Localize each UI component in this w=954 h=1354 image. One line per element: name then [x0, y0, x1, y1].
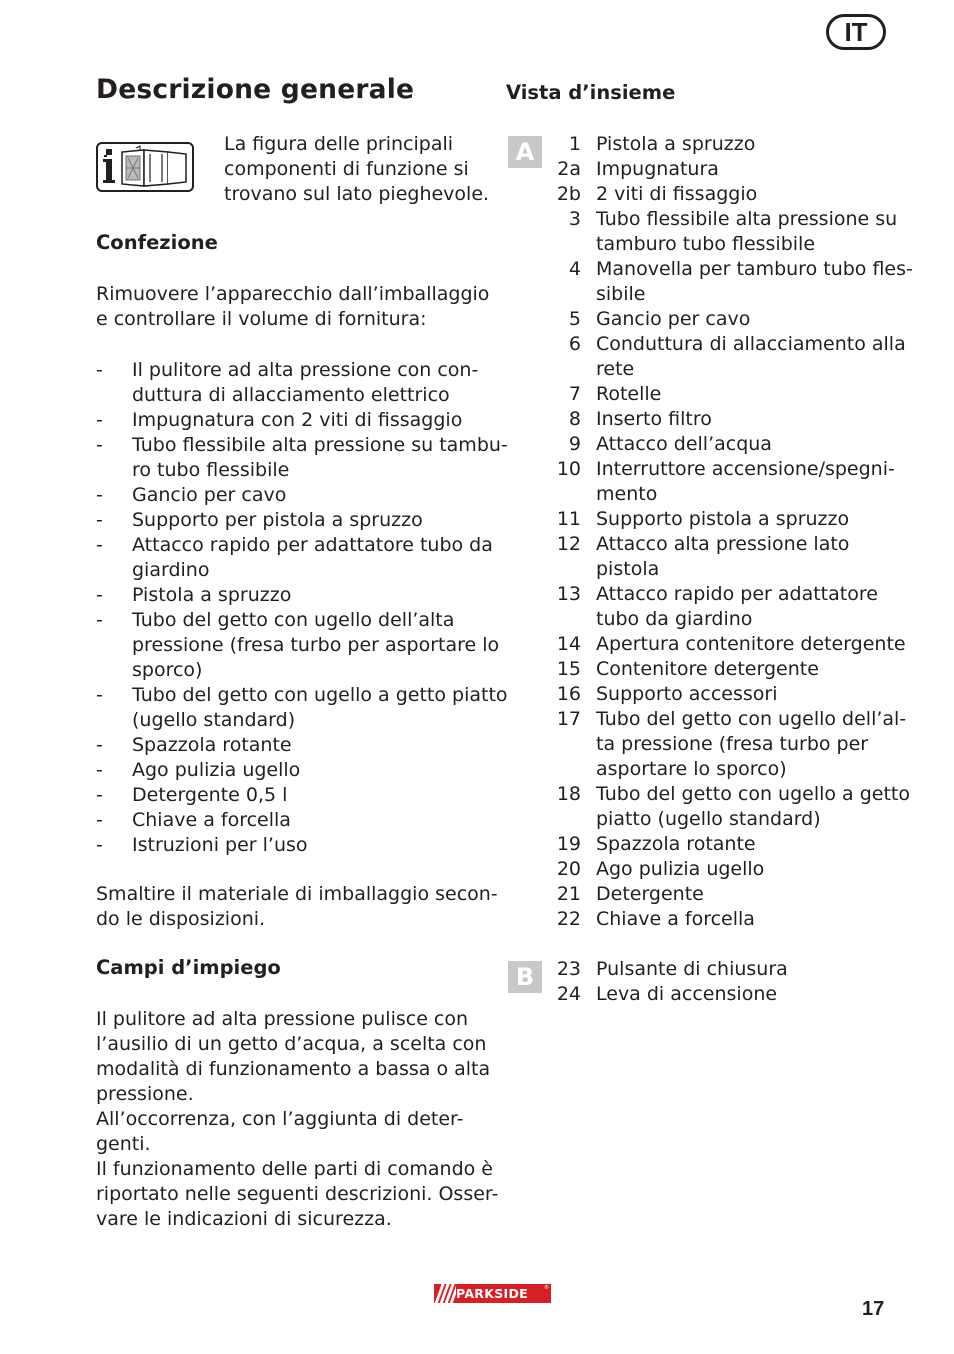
list-item: - Tubo del getto con ugello dell’alta pressione (fresa turbo per asportare lo sporco): [96, 609, 500, 681]
usage-text: Il pulitore ad alta pressione pulisce con l’ausilio di un getto d’acqua, a scelta con modalità di funzionamento a bassa o alta pressione. All’occorrenza, con l’aggiunta di deter- genti. Il funzionamento delle parti di comando è riportato nelle seguenti descrizioni. Osser- vare le indicazioni di sicurezza.: [96, 1008, 499, 1230]
list-item: - Spazzola rotante: [96, 734, 292, 756]
overview-heading: Vista d’insieme: [506, 81, 676, 104]
list-item: - Attacco rapido per adattatore tubo da giardino: [96, 534, 493, 581]
intro-text: La figura delle principali componenti di funzione si trovano sul lato pieghevole.: [224, 133, 490, 205]
list-item: - Tubo flessibile alta pressione su tambu- ro tubo flessibile: [96, 434, 508, 481]
list-item: 24 Leva di accensione: [556, 983, 778, 1005]
list-item: - Gancio per cavo: [96, 484, 287, 506]
parts-list-a: [540, 132, 913, 932]
list-item: - Supporto per pistola a spruzzo: [96, 509, 423, 531]
section-a-label: A: [508, 136, 542, 168]
list-item: 21 Detergente: [556, 883, 704, 905]
list-item: 12 Attacco alta pressione lato pistola: [556, 533, 850, 580]
list-item: 16 Supporto accessori: [556, 683, 778, 705]
packaging-intro: Rimuovere l’apparecchio dall’imballaggio e controllare il volume di fornitura:: [96, 283, 490, 330]
list-item: 3 Tubo flessibile alta pressione su tamburo tubo flessibile: [568, 208, 898, 255]
list-item: - Impugnatura con 2 viti di fissaggio: [96, 409, 463, 431]
list-item: 19 Spazzola rotante: [556, 833, 756, 855]
parkside-logo: [434, 1284, 551, 1303]
section-b-label: B: [508, 961, 542, 993]
packaging-list: [96, 358, 508, 858]
list-item: 1 Pistola a spruzzo: [568, 133, 756, 155]
list-item: - Ago pulizia ugello: [96, 759, 301, 781]
page-number: 17: [862, 1298, 885, 1320]
parts-list-b: [540, 957, 788, 1007]
brand-name: PARKSIDE: [456, 1286, 528, 1301]
list-item: 15 Contenitore detergente: [556, 658, 819, 680]
list-item: 2a Impugnatura: [557, 158, 719, 180]
list-item: 9 Attacco dell’acqua: [568, 433, 772, 455]
list-item: 10 Interruttore accensione/spegni- mento: [556, 458, 895, 505]
list-item: 7 Rotelle: [568, 383, 662, 405]
list-item: - Tubo del getto con ugello a getto piatto (ugello standard): [96, 684, 508, 731]
list-item: - Detergente 0,5 l: [96, 784, 288, 806]
packaging-heading: Confezione: [96, 231, 218, 254]
list-item: 2b 2 viti di fissaggio: [556, 183, 758, 205]
list-item: 23 Pulsante di chiusura: [556, 958, 788, 980]
list-item: - Pistola a spruzzo: [96, 584, 292, 606]
language-badge: IT: [826, 14, 886, 50]
disposal-text: Smaltire il materiale di imballaggio secon- do le disposizioni.: [96, 883, 498, 930]
registered-mark: ®: [544, 1285, 549, 1291]
list-item: 14 Apertura contenitore detergente: [556, 633, 906, 655]
list-item: 4 Manovella per tamburo tubo fles- sibile: [568, 258, 913, 305]
list-item: - Istruzioni per l’uso: [96, 834, 308, 856]
list-item: 6 Conduttura di allacciamento alla rete: [568, 333, 906, 380]
list-item: 18 Tubo del getto con ugello a getto piatto (ugello standard): [556, 783, 910, 830]
list-item: 11 Supporto pistola a spruzzo: [556, 508, 850, 530]
list-item: - Chiave a forcella: [96, 809, 291, 831]
list-item: 8 Inserto filtro: [568, 408, 712, 430]
list-item: 5 Gancio per cavo: [568, 308, 751, 330]
list-item: 22 Chiave a forcella: [556, 908, 755, 930]
list-item: 17 Tubo del getto con ugello dell’al- ta pressione (fresa turbo per asportare lo sporco): [556, 708, 907, 780]
page-title: Descrizione generale: [96, 74, 415, 105]
list-item: 13 Attacco rapido per adattatore tubo da giardino: [556, 583, 878, 630]
usage-heading: Campi d’impiego: [96, 956, 281, 979]
list-item: - Il pulitore ad alta pressione con con- duttura di allacciamento elettrico: [96, 359, 479, 406]
info-manual-icon: [96, 142, 194, 192]
list-item: 20 Ago pulizia ugello: [556, 858, 765, 880]
logo-stripes-icon: [434, 1284, 456, 1303]
